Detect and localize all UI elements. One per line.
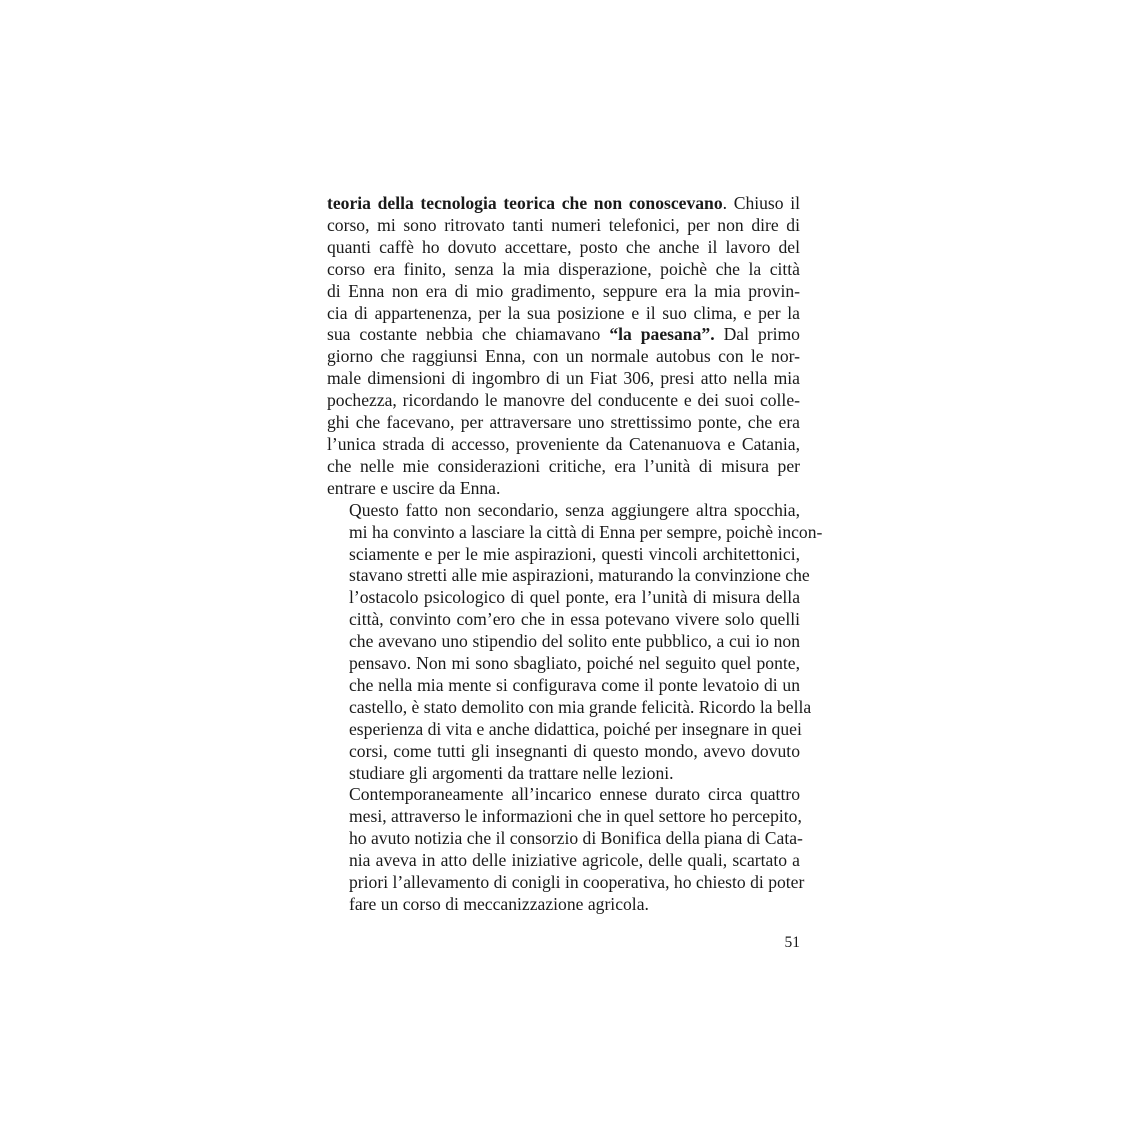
text-segment: l’ostacolo psicologico di quel ponte, era l’unità di misura della <box>349 587 800 608</box>
text-line <box>327 237 800 259</box>
text-line <box>327 521 823 544</box>
text-line <box>327 544 800 566</box>
text-line <box>327 719 800 741</box>
text-segment: ghi che facevano, per attraversare uno strettissimo ponte, che era <box>327 412 800 433</box>
text-segment: pochezza, ricordando le manovre del conducente e dei suoi colle- <box>327 390 800 411</box>
text-segment: corso era finito, senza la mia disperazione, poichè che la città <box>327 258 800 279</box>
text-segment: l’unica strada di accesso, proveniente da Catenanuova e Catania, <box>327 433 800 454</box>
text-line <box>327 587 800 609</box>
text-segment: pensavo. Non mi sono sbagliato, poiché nel seguito quel ponte, <box>349 653 800 674</box>
text-segment: castello, è stato demolito con mia grande felicità. Ricordo la bella <box>349 696 812 717</box>
bold-text: “la paesana”. <box>609 324 715 345</box>
text-line <box>327 609 800 631</box>
text-segment: entrare e uscire da Enna. <box>327 477 501 498</box>
text-segment: corso, mi sono ritrovato tanti numeri telefonici, per non dire di <box>327 214 800 235</box>
text-line <box>327 828 803 850</box>
paragraph-3 <box>327 784 805 915</box>
text-segment: priori l’allevamento di conigli in cooperativa, ho chiesto di poter <box>349 872 805 893</box>
text-segment: cia di appartenenza, per la sua posizione e il suo clima, e per la <box>327 302 800 323</box>
text-line <box>327 565 810 587</box>
text-line <box>327 259 800 281</box>
text-segment: mi ha convinto a lasciare la città di Enna per sempre, poichè incon- <box>349 521 823 542</box>
text-segment: che nelle mie considerazioni critiche, era l’unità di misura per <box>327 455 800 476</box>
text-line <box>327 281 800 303</box>
text-line <box>327 390 800 412</box>
text-line <box>327 872 805 894</box>
text-line <box>327 675 800 697</box>
text-line <box>327 894 800 916</box>
text-segment: che nella mia mente si configurava come il ponte levatoio di un <box>349 674 800 695</box>
text-segment: corsi, come tutti gli insegnanti di questo mondo, avevo dovuto <box>349 740 800 761</box>
paragraph-1 <box>327 193 800 500</box>
text-segment: fare un corso di meccanizzazione agricola. <box>349 894 649 914</box>
text-line <box>327 500 800 522</box>
text-segment: Contemporaneamente all’incarico ennese durato circa quattro <box>349 784 800 805</box>
text-segment: quanti caffè ho dovuto accettare, posto che anche il lavoro del <box>327 236 800 257</box>
text-line <box>327 303 800 325</box>
text-line <box>327 763 800 785</box>
text-segment: ho avuto notizia che il consorzio di Bonifica della piana di Cata- <box>349 828 803 849</box>
text-line <box>327 653 800 675</box>
text-segment: sciamente e per le mie aspirazioni, questi vincoli architettonici, <box>349 543 800 564</box>
text-segment: stavano stretti alle mie aspirazioni, maturando la convinzione che <box>349 565 810 586</box>
text-line <box>327 741 800 763</box>
bold-text: teoria della tecnologia teorica che non conoscevano <box>327 193 723 213</box>
page-number: 51 <box>784 934 800 951</box>
text-line <box>327 456 800 478</box>
text-segment: male dimensioni di ingombro di un Fiat 306, presi atto nella mia <box>327 368 800 389</box>
text-line <box>327 324 800 346</box>
text-segment: studiare gli argomenti da trattare nelle lezioni. <box>349 762 674 783</box>
text-line <box>327 368 800 390</box>
text-segment: sua costante nebbia che chiamavano <box>327 324 610 345</box>
text-segment: di Enna non era di mio gradimento, seppure era la mia provin- <box>327 280 800 301</box>
text-segment: Questo fatto non secondario, senza aggiungere altra spocchia, <box>349 499 800 520</box>
text-segment: città, convinto com’ero che in essa potevano vivere solo quelli <box>349 609 800 630</box>
text-line <box>327 631 800 653</box>
text-segment: esperienza di vita e anche didattica, poiché per insegnare in quei <box>349 718 802 739</box>
text-segment: . Chiuso il <box>722 193 800 213</box>
text-segment: Dal primo <box>714 324 800 345</box>
text-line <box>327 434 800 456</box>
body-text <box>327 193 823 916</box>
text-line <box>327 784 800 806</box>
text-line <box>327 215 800 237</box>
text-line <box>327 478 800 500</box>
text-segment: nia aveva in atto delle iniziative agricole, delle quali, scartato a <box>349 850 800 871</box>
text-line <box>327 696 812 719</box>
text-line <box>327 193 800 215</box>
text-segment: che avevano uno stipendio del solito ente pubblico, a cui io non <box>349 631 800 652</box>
text-segment: mesi, attraverso le informazioni che in quel settore ho percepito, <box>349 806 802 827</box>
text-line <box>327 850 800 872</box>
text-line <box>327 346 800 368</box>
text-segment: giorno che raggiunsi Enna, con un normale autobus con le nor- <box>327 346 800 367</box>
text-line <box>327 412 800 434</box>
text-line <box>327 806 800 828</box>
paragraph-2 <box>327 499 823 785</box>
